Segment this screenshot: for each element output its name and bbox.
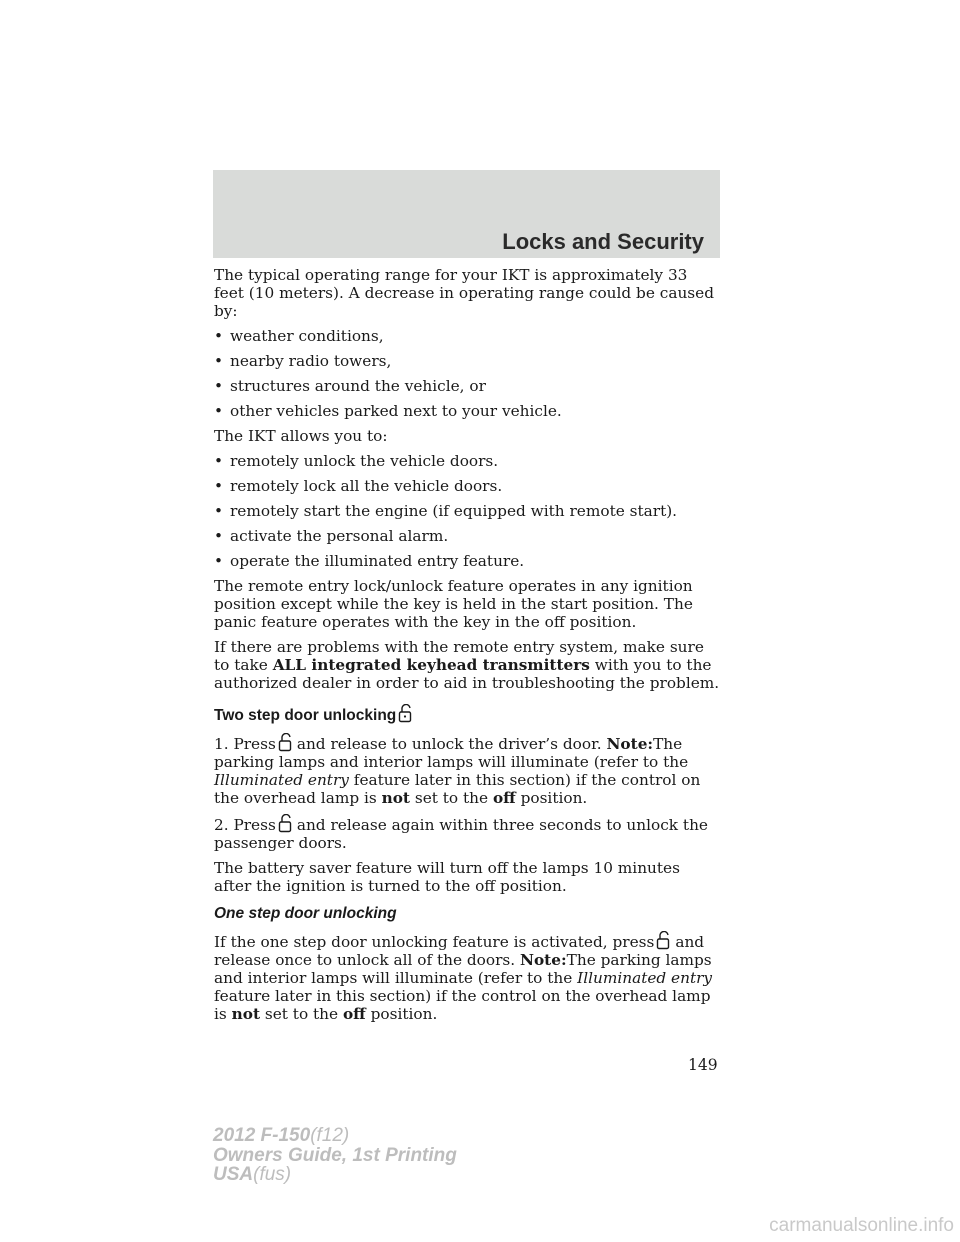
bullet-icon: • <box>214 527 224 545</box>
bullet-icon: • <box>214 552 224 570</box>
two-step-step-1: 1. Press and release to unlock the driver’s door. Note:The parking lamps and interior lamps will illuminate (refer to the Illuminated entry feature later in this section) if the control on the overhead lamp is not set to the off position. <box>214 735 701 807</box>
print-footer <box>213 1126 457 1185</box>
footer-line: Owners Guide, 1st Printing <box>213 1144 457 1166</box>
footer-line: 2012 F-150(f12) <box>213 1125 350 1146</box>
bullet-icon: • <box>214 502 224 520</box>
unlock-padlock-icon <box>278 814 295 833</box>
section-header-band <box>213 170 720 258</box>
intro-paragraph: The typical operating range for your IKT is approximately 33 feet (10 meters). A decrease in operating range could be caused by: <box>214 266 715 320</box>
unlock-padlock-icon <box>656 931 673 950</box>
lock-unlock-paragraph: The remote entry lock/unlock feature operates in any ignition position except while the key is held in the start position. The panic feature operates with the key in the off position. <box>214 577 693 631</box>
bullet-icon: • <box>214 377 224 395</box>
watermark: carmanualsonline.info <box>769 1215 954 1236</box>
bullet-icon: • <box>214 452 224 470</box>
list-item: • remotely start the engine (if equipped with remote start). <box>214 502 678 520</box>
unlock-padlock-icon <box>278 733 295 752</box>
emphasis-text: ALL integrated keyhead transmitters <box>272 656 590 674</box>
list-item: • structures around the vehicle, or <box>214 377 486 395</box>
note-label: Note: <box>520 951 567 969</box>
list-item: • weather conditions, <box>214 327 384 345</box>
list-item: • remotely unlock the vehicle doors. <box>214 452 499 470</box>
unlock-padlock-icon <box>398 704 415 723</box>
section-title: Locks and Security <box>502 229 704 254</box>
troubleshooting-paragraph: If there are problems with the remote entry system, make sure to take ALL integrated keyhead transmitters with you to the authorized dealer in order to aid in troubleshooting the problem. <box>214 638 720 692</box>
battery-saver-paragraph: The battery saver feature will turn off the lamps 10 minutes after the ignition is turned to the off position. <box>214 859 680 895</box>
page-content <box>214 266 720 1030</box>
list-item: • nearby radio towers, <box>214 352 392 370</box>
list-item: • remotely lock all the vehicle doors. <box>214 477 503 495</box>
bullet-icon: • <box>214 327 224 345</box>
list-item: • other vehicles parked next to your vehicle. <box>214 402 562 420</box>
note-label: Note: <box>606 735 654 753</box>
page-number: 149 <box>688 1056 718 1074</box>
one-step-paragraph: If the one step door unlocking feature is activated, press and release once to unlock all of the doors. Note:The parking lamps and interior lamps will illuminate (refer to the Illuminated entry feature later in this section) if the control on the overhead lamp is not set to the off position. <box>214 933 713 1023</box>
bullet-icon: • <box>214 402 224 420</box>
list-item: • operate the illuminated entry feature. <box>214 552 525 570</box>
range-factors-list <box>214 327 720 420</box>
cross-reference: Illuminated entry <box>577 969 713 987</box>
footer-line: USA(fus) <box>213 1164 292 1185</box>
cross-reference: Illuminated entry <box>214 771 349 789</box>
two-step-heading: Two step door unlocking <box>214 704 720 725</box>
ikt-functions-list <box>214 452 720 570</box>
one-step-heading: One step door unlocking <box>214 905 397 922</box>
allows-intro: The IKT allows you to: <box>214 427 388 445</box>
two-step-step-2: 2. Press and release again within three seconds to unlock the passenger doors. <box>214 816 708 852</box>
list-item: • activate the personal alarm. <box>214 527 449 545</box>
bullet-icon: • <box>214 477 224 495</box>
bullet-icon: • <box>214 352 224 370</box>
